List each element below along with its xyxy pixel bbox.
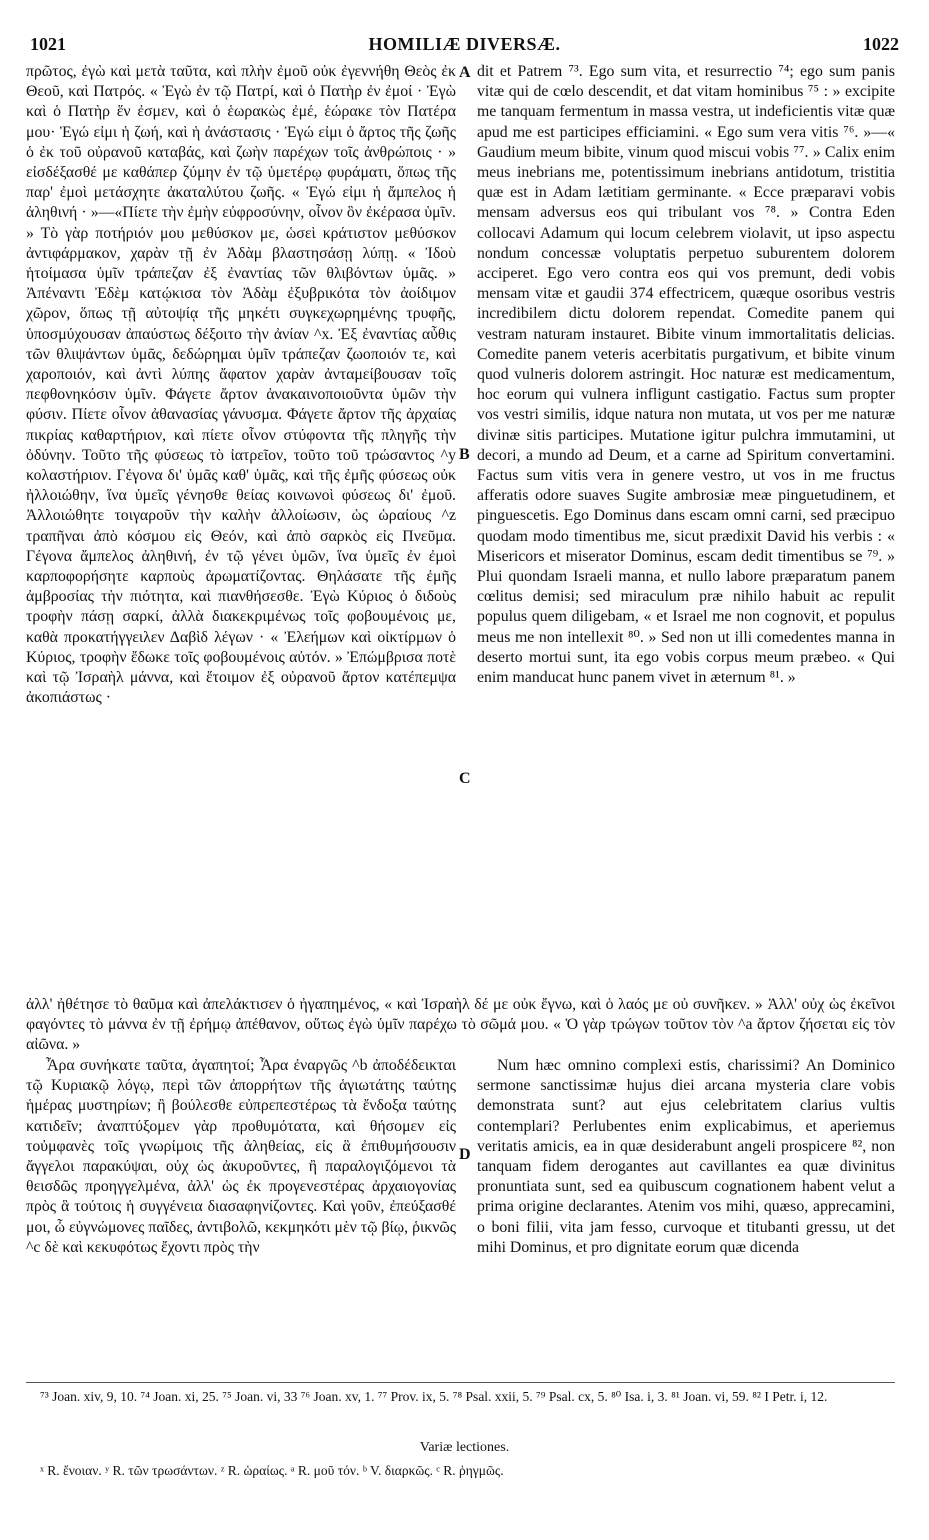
latin-column-continued: Num hæc omnino complexi estis, charissimi? An Dominico sermone sanctissimæ hujus diei arcana mysteria clare vobis demonstrata sunt? aut ejus celebritatem clarius vultis contemplari? Perlubentes enim explicabimus, et aperiemus veritatis amicis, ea in quæ desiderabunt angeli prospicere ⁸², non tanquam fidem derogantes aut cavillantes ea quæ divinitus pronuntiata sunt, sed ea quibuscum cognationem habent velut a prima origine declarantes. Atenim vos mihi, quæso, apprecamini, o boni filii, vita jam fesso, curvoque et titubanti gressu, ut det mihi Dominus, et pro dignitate eorum quæ dicenda xyxy=(477,1057,895,1256)
right-page-number: 1022 xyxy=(863,34,899,54)
variant-readings-title: Variæ lectiones. xyxy=(419,1440,510,1455)
margin-letter-c: C xyxy=(459,770,471,787)
full-width-greek-text: ἀλλ' ἠθέτησε τὸ θαῦμα καὶ ἀπελάκτισεν ὁ ἠγαπημένος, « καὶ Ἰσραὴλ δέ με οὐκ ἔγνω, καὶ ὁ λαός με οὐ συνῆκεν. » Ἀλλ' οὐχ ὡς ἐκεῖνοι φαγόντες τὸ μάννα ἐν τῇ ἐρήμῳ ἀπέθανον, οὕτως ἐγὼ ὑμῖν παρέχω τὸ σῶμά μου. « Ὁ γὰρ τρώγων τοῦτον τὸν ^a ἄρτον ζήσεται εἰς τὸν αἰῶνα. » xyxy=(26,996,895,1054)
footnote-divider xyxy=(26,1382,895,1383)
greek-column-continued: Ἆρα συνήκατε ταῦτα, ἀγαπητοί; Ἆρα ἐναργῶς ^b ἀποδέδεικται τῷ Κυριακῷ λόγῳ, περὶ τῶν ἀπορρήτων τῆς ἁγιωτάτης ταύτης ἡμέρας μυστηρίων; ἢ βούλεσθε εὐπρεπεστέρως τὰ ἔνδοξα ταύτης κατιδεῖν; ἀναπτύξομεν γὰρ προθυμότατα, καὶ θήσομεν εἰς τοὐμφανὲς τοῖς γνωρίμοις τῆς ἀληθείας, εἰς ἃ ἐπιθυμήσουσιν ἄγγελοι παρακύψαι, οὐχ ὡς ἀκυροῦντες, ἢ παραλογιζόμενοι τὰ θεισδῶς προηγγελμένα, ἀλλ' ὡς ἐκ προγενεστέρας ἀρχαιογονίας πρὸς ἃ τούτοις ἡ συγγένεια διασαφηνίζοντες. Καὶ γοῦν, ἐπεύξασθέ μοι, ὦ εὐγνώμονες παῖδες, ἀντιβολῶ, κεκμηκότι μὲν τῷ βίῳ, ῥικνῶς ^c δὲ καὶ κεκυφότως ἔχοντι πρὸς τὴν xyxy=(26,1057,456,1256)
latin-text: dit et Patrem ⁷³. Ego sum vita, et resurrectio ⁷⁴; ego sum panis vitæ qui de cœlo descendit, et dat vitam hominibus ⁷⁵ : » excipite me tanquam fermentum in massa vestra, ut indeficientis vitæ quæ apud me est participes efficiamini. « Ego sum vera vitis ⁷⁶. »—« Gaudium meum bibite, vinum quod miscui vobis ⁷⁷. » Calix enim meus inebrians me, potentissimum inebrians antidotum, tristitia quæ est in Adam lætitiam germinante. « Ecce præparavi vobis mensam adversus eos qui tribulant vos ⁷⁸. » Contra Eden collocavi Adamum qui locum celebrem violavit, ut ipso aspectu nondum concessæ voluptatis perpetuo suburentem dolorem acciperet. Ego vero contra eos qui vos premunt, dedi vobis mensam vitæ et gaudii 374 effectricem, quæque osoribus vestris incredibilem dictu dolorem rependat. Comedite panem qui vestram naturam instauret. Bibite vinum immortalitatis delicias. Comedite panem veteris acerbitatis purgativum, et bibite vinum quod vulneris dolorem astringit. Hoc naturæ est medicamentum, hoc eorum qui vulnera infligunt castigatio. Factus sum propter vos vestri similis, idque natura non mutata, ut vos per me naturæ divinæ sitis participes. Mutatione igitur pulchra immutamini, ut decori, a mundo ad Deum, et a carne ad Spiritum convertamini. Factus sum vitis vera in genere vestro, ut vos in me fructus afferatis odore suaves Sugite ambrosiæ meæ pinguetudinem, et pinguescetis. Ego Dominus dans escam omni carni, sed præcipuo quodam modo timentibus me, sicut prædixit David his verbis : « Misericors et miserator Dominus, escam dedit timentibus se ⁷⁹. » Plui quondam Israeli manna, et nullo labore præparatum panem cœlitus demisi; sed miraculum præ nihilo habuit ac repulit populus quem diligebam, « et Israel me non cognovit, et populus meus me non intellexit ⁸⁰. » Sed non ut illi comedentes manna in deserto mortui sunt, ita ego vobis corpus meum præbeo. « Qui enim manducat hunc panem vivet in æternum ⁸¹. » xyxy=(477,63,895,687)
margin-letter-a: A xyxy=(459,64,471,81)
greek-text: πρῶτος, ἐγὼ καὶ μετὰ ταῦτα, καὶ πλὴν ἐμοῦ οὐκ ἐγεννήθη Θεὸς ἐκ Θεοῦ, καὶ Πατρός. « Ἐγὼ ἐν τῷ Πατρί, καὶ ὁ Πατὴρ ἐν ἐμοί · Ἐγὼ καὶ ὁ Πατὴρ ἕν ἐσμεν, καὶ ὁ ἑωρακὼς ἐμέ, ἑώρακε τὸν Πατέρα μου· Ἐγώ εἰμι ἡ ζωή, καὶ ἡ ἀνάστασις · Ἐγώ εἰμι ὁ ἄρτος τῆς ζωῆς ὁ ἐκ τοῦ οὐρανοῦ καταβάς, καὶ ζωὴν παρέχων τοῖς ἀνθρώποις · » εἰσδέξασθέ με καθάπερ ζύμην ἐν τῷ ὑμετέρῳ φυράματι, ὅπως τῆς παρ' ἐμοὶ μετάσχητε ἀκαταλύτου ζωῆς. « Ἐγώ εἰμι ἡ ἄμπελος ἡ ἀληθινή · »—«Πίετε τὴν ἐμὴν εὐφροσύνην, οἶνον ὃν ἐκέρασα ὑμῖν. » Τὸ γὰρ ποτήριόν μου μεθύσκον με, ὡσεὶ κράτιστον μεθύσκον ἀντιφάρμακον, χαρὰν τῇ ἐν Ἀδὰμ βλαστησάσῃ λύπῃ. « Ἰδοὺ ἡτοίμασα ὑμῖν τράπεζαν ἐξ ἐναντίας τῶν θλιβόντων ὑμᾶς. » Ἀπέναντι Ἐδὲμ κατῴκισα τὸν Ἀδὰμ ἐξυβρικότα τὸν ἀοίδιμον χῶρον, ὅπως τῇ αὐτοψίᾳ τῆς μηκέτι συγκεχωρημένης τρυφῆς, ὑποσμύχουσαν ἀπαύστως δέξοιτο τὴν ἀνίαν ^x. Ἐξ ἐναντίας αὖθις τῶν θλιψάντων ὑμᾶς, δεδώρημαι ὑμῖν τράπεζαν ζωοποιόν τε, καὶ χαροποιόν, καὶ ἀντὶ λύπης ἄφατον χαρὰν ἀνταμείβουσαν τοῖς πεφθονηκόσιν ὑμῖν. Φάγετε ἄρτον ἀνακαινοποιοῦντα ὑμῶν τὴν φύσιν. Πίετε οἶνον ἀθανασίας γάνυσμα. Φάγετε ἄρτον τῆς ἀρχαίας πικρίας καθαρτήριον, καὶ πίετε οἶνον στύφοντα τῆς πληγῆς τὴν ὀδύνην. Τοῦτο τῆς φύσεως τὸ ἰατρεῖον, τοῦτο τοῦ τρώσαντος ^y κολαστήριον. Γέγονα δι' ὑμᾶς καθ' ὑμᾶς, καὶ τῆς ἐμῆς φύσεως οὐκ ἠλλοιώθην, ἵνα ὑμεῖς γένησθε θείας κοινωνοὶ φύσεως δι' ἐμοῦ. Ἀλλοιώθητε τοιγαροῦν τὴν καλὴν ἀλλοίωσιν, ὡς ὡραίους ^z τραπῆναι ἀπὸ κόσμου εἰς Θεόν, καὶ ἀπὸ σαρκὸς εἰς Πνεῦμα. Γέγονα ἄμπελος ἀληθινή, ἐν τῷ γένει ὑμῶν, ἵνα ὑμεῖς ἐν ἐμοὶ καρποφορήσητε καρποὺς ἀρωματίζοντας. Θηλάσατε τῆς ἐμῆς ἀμβροσίας τὴν πιότητα, καὶ πιανθήσεσθε. Ἐγὼ Κύριος ὁ διδοὺς τροφὴν πάσῃ σαρκί, ἀλλὰ διακεκριμένως τοῖς φοβουμένοις με, καθὰ προκατήγγειλεν Δαβὶδ λέγων · « Ἐλεήμων καὶ οἰκτίρμων ὁ Κύριος, τροφὴν ἔδωκε τοῖς φοβουμένοις αὐτόν. » Ἐπώμβρισα ποτὲ καὶ τῷ Ἰσραὴλ μάννα, καὶ ἕτοιμον ἐξ οὐρανοῦ ἄρτον κατέπεμψα ἀκοπιάστως · xyxy=(26,63,456,707)
scripture-references: ⁷³ Joan. xiv, 9, 10. ⁷⁴ Joan. xi, 25. ⁷⁵ Joan. vi, 33 ⁷⁶ Joan. xv, 1. ⁷⁷ Prov. ix, 5. ⁷⁸ Psal. xxii, 5. ⁷⁹ Psal. cx, 5. ⁸⁰ Isa. i, 3. ⁸¹ Joan. vi, 59. ⁸² I Petr. i, 12. xyxy=(40,1389,828,1404)
variant-readings: ˣ R. ἔνοιαν. ʸ R. τῶν τρωσάντων. ᶻ R. ὡραίως. ᵃ R. μοῦ τόν. ᵇ V. διαρκῶς. ᶜ R. ῥηγμῶς. xyxy=(40,1463,504,1478)
left-page-number: 1021 xyxy=(30,34,66,54)
margin-letter-d: D xyxy=(459,1146,471,1163)
greek-column xyxy=(26,62,456,709)
running-title: HOMILIÆ DIVERSÆ. xyxy=(368,34,561,54)
latin-column xyxy=(477,62,895,688)
margin-letter-b: B xyxy=(459,446,470,463)
